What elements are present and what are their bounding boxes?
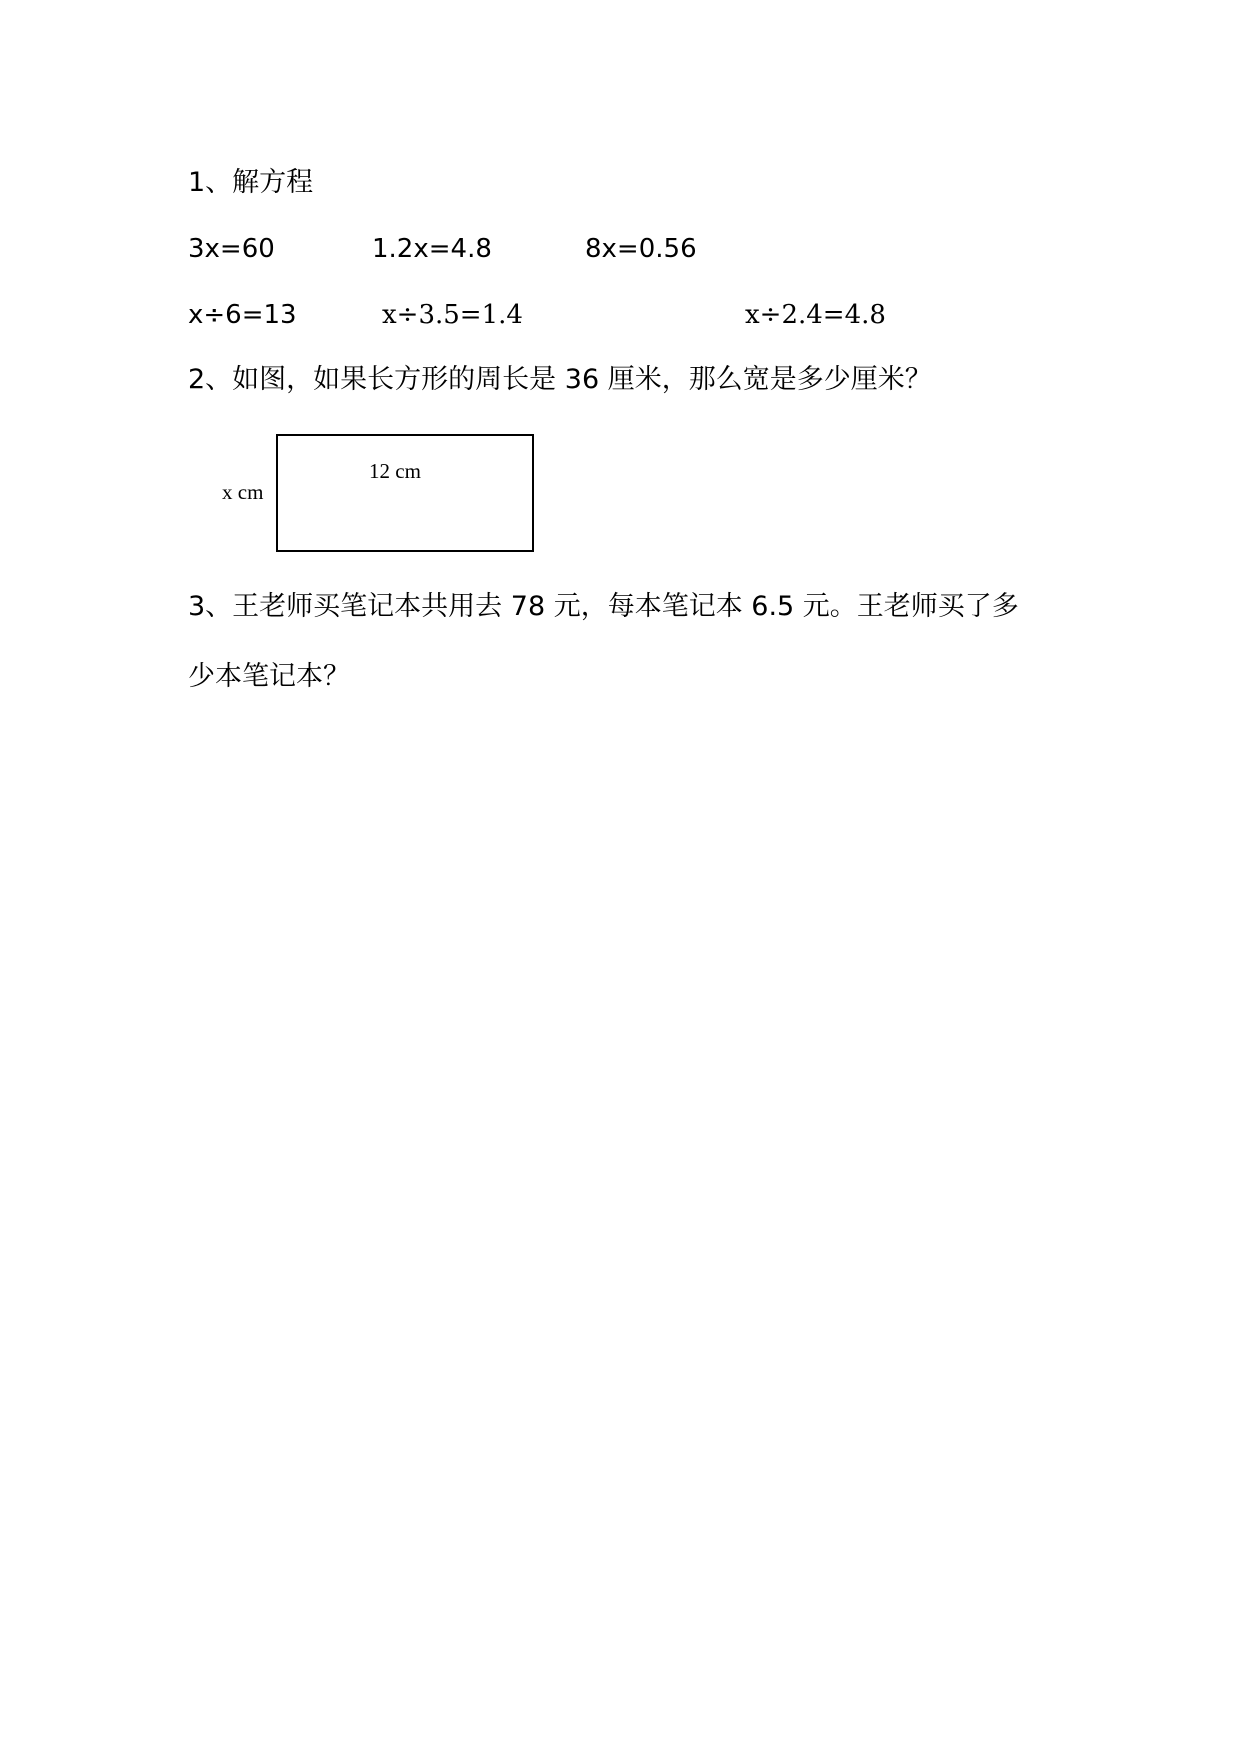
width-label: x cm: [222, 480, 264, 504]
length-label: 12 cm: [369, 459, 421, 483]
equation-2: 1.2x=4.8: [372, 234, 492, 264]
q2-text: 2、如图，如果长方形的周长是 36 厘米，那么宽是多少厘米？: [188, 364, 932, 395]
equation-5: x÷3.5=1.4: [382, 300, 523, 330]
equation-4: x÷6=13: [188, 300, 297, 330]
q3-line-1: 3、王老师买笔记本共用去 78 元，每本笔记本 6.5 元。王老师买了多: [188, 591, 1019, 622]
rectangle-shape: [276, 434, 534, 552]
equation-6: x÷2.4=4.8: [745, 300, 886, 330]
q1-heading: 1、解方程: [188, 167, 314, 198]
equation-3: 8x=0.56: [585, 234, 697, 264]
equation-1: 3x=60: [188, 234, 275, 264]
q3-line-2: 少本笔记本？: [188, 661, 350, 692]
